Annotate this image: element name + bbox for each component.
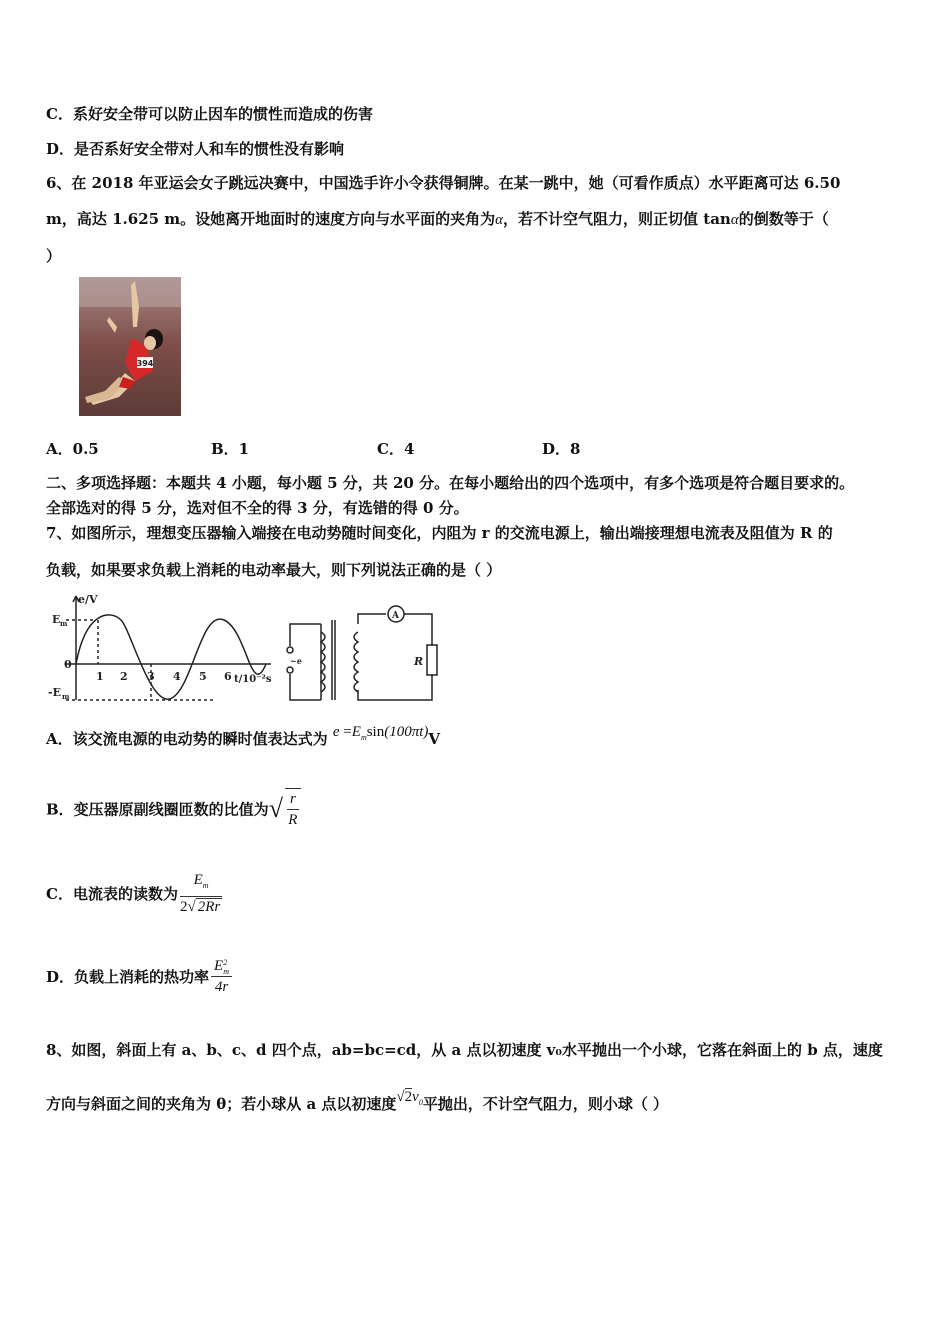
q8-stem-text-a: 方向与斜面之间的夹角为 θ；若小球从 a 点以初速度 <box>46 1095 397 1113</box>
q6-stem-line2 <box>46 208 829 229</box>
formula-arg: (100πt) <box>384 724 429 740</box>
q5-option-c: C．系好安全带可以防止因车的惯性而造成的伤害 <box>46 105 373 123</box>
power-fraction <box>211 956 232 997</box>
q7-option-b <box>46 788 303 830</box>
section2-instructions-2: 全部选对的得 5 分，选对但不全的得 3 分，有选错的得 0 分。 <box>46 499 469 517</box>
q7-option-c-label: C．电流表的读数为 <box>46 885 178 903</box>
section2-instructions-1: 二、多项选择题：本题共 4 小题，每小题 5 分，共 20 分。在每小题给出的四个选项中，有多个选项是符合题目要求的。 <box>46 474 855 492</box>
formula-eq: = <box>339 724 352 740</box>
graph-y-label: e/V <box>78 593 98 606</box>
x-tick-3: 3 <box>147 670 155 683</box>
q6-stem-line3: ） <box>46 247 62 265</box>
graph-em-sub: m <box>60 619 68 628</box>
q7-option-a <box>46 724 441 750</box>
q5-option-d: D．是否系好安全带对人和车的惯性没有影响 <box>46 140 345 158</box>
q6-option-d: D．8 <box>542 440 581 458</box>
formula-m-sub: m <box>360 733 367 742</box>
q7-option-b-label: B．变压器原副线圈匝数的比值为 <box>46 800 269 819</box>
q7-figure <box>46 590 446 705</box>
q6-stem-line1: 6、在 2018 年亚运会女子跳远决赛中，中国选手许小令获得铜牌。在某一跳中，她（可看作质点）水平距离可达 6.50 <box>46 174 841 192</box>
formula-Em: E <box>351 724 361 740</box>
graph-neg-em-sub: m <box>62 692 70 701</box>
x-tick-1: 1 <box>96 670 104 683</box>
q6-stem-text-b: ，若不计空气阻力，则正切值 tan <box>503 210 731 228</box>
q8-stem-line2 <box>46 1089 669 1115</box>
graph-neg-em-label: -E <box>48 686 61 699</box>
num-sub: m <box>223 966 229 976</box>
v-sub: 0 <box>418 1098 423 1107</box>
sqrt-fraction: √ $\frac{r}{R}$ <box>269 788 303 830</box>
v-symbol: v <box>412 1089 419 1105</box>
q6-option-a: A．0.5 <box>46 440 99 458</box>
x-tick-6: 6 <box>224 670 232 683</box>
q7-option-a-formula <box>333 724 429 740</box>
q6-stem-text-a: m，高达 1.625 m。设她离开地面时的速度方向与水平面的夹角为 <box>46 210 496 228</box>
x-tick-2: 2 <box>120 670 128 683</box>
q7-option-c <box>46 870 224 917</box>
ammeter-label: A <box>392 611 399 621</box>
alpha-symbol-2: α <box>730 212 739 228</box>
q7-option-a-label: A．该交流电源的电动势的瞬时值表达式为 <box>46 730 328 748</box>
q7-stem-line1: 7、如图所示，理想变压器输入端接在电动势随时间变化，内阻为 r 的交流电源上，输出端接理想电流表及阻值为 R 的 <box>46 524 833 542</box>
den-coef: 2 <box>179 899 188 915</box>
formula-e: e <box>332 724 340 740</box>
q8-stem-text-b: 平抛出，不计空气阻力，则小球（ ） <box>422 1095 669 1113</box>
fraction-den: R <box>288 812 298 828</box>
q8-sqrt2-v0: $√2v_0$ <box>396 1089 423 1107</box>
graph-origin: 0 <box>64 658 72 671</box>
current-fraction: $\frac{E_m}{2√ 2Rr}$ <box>179 872 221 915</box>
q6-option-b: B．1 <box>211 440 250 458</box>
formula-sin: sin <box>366 724 385 740</box>
q7-stem-line2: 负载，如果要求负载上消耗的电动率最大，则下列说法正确的是（ ） <box>46 561 502 579</box>
num-E: E <box>214 958 224 974</box>
num-E: E <box>193 872 203 888</box>
den-rad: 2Rr <box>197 899 221 915</box>
bib-number: 394 <box>136 359 154 368</box>
sqrt-rad: 2 <box>404 1089 413 1105</box>
fraction-num: r <box>287 789 299 810</box>
alpha-symbol: α <box>495 212 504 228</box>
resistor-label: R <box>414 655 424 668</box>
long-jump-photo <box>79 277 181 416</box>
q6-stem-text-c: 的倒数等于（ <box>738 210 829 228</box>
q8-stem-line1: 8、如图，斜面上有 a、b、c、d 四个点，ab=bc=cd，从 a 点以初速度 v₀水平抛出一个小球，它落在斜面上的 b 点，速度 <box>46 1041 883 1059</box>
graph-em-label: E <box>52 613 61 626</box>
source-label: ~e <box>290 656 302 666</box>
q7-option-d <box>46 956 234 997</box>
den: 4r <box>214 979 229 995</box>
q7-option-a-unit: V <box>428 730 441 748</box>
x-tick-5: 5 <box>199 670 207 683</box>
transformer-circuit <box>287 606 437 700</box>
num-sub: m <box>202 881 209 890</box>
q6-option-c: C．4 <box>377 440 415 458</box>
x-tick-4: 4 <box>173 670 181 683</box>
q7-option-d-label: D．负载上消耗的热功率 <box>46 968 210 986</box>
graph-x-label: t/10⁻²s <box>234 674 272 685</box>
num-sup: 2 <box>223 957 228 967</box>
